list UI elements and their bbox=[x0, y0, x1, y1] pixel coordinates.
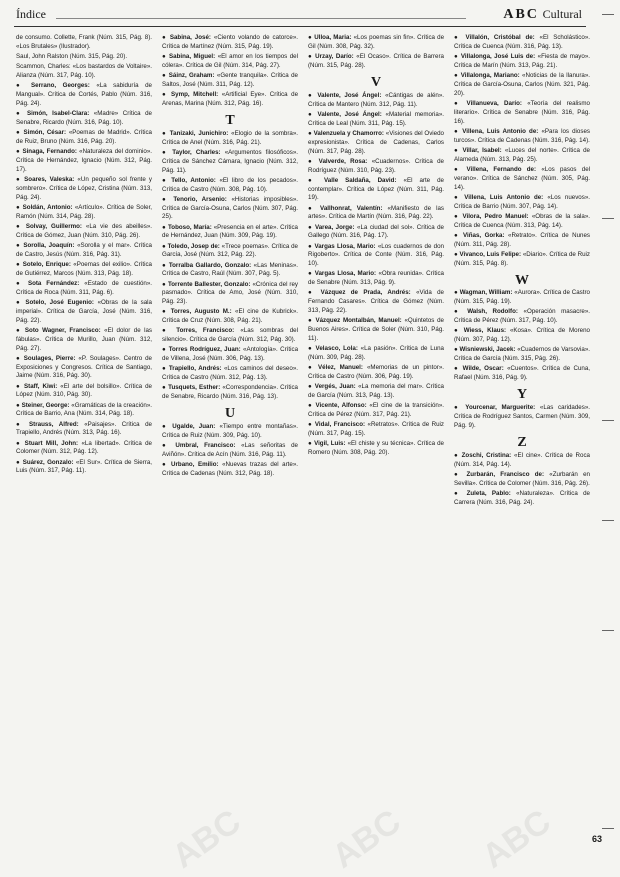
index-entry: ● Vázquez Montalbán, Manuel: «Quintetos de Buenos Aires». Crítica de Soler (Núm. 310, Pág. 11). bbox=[308, 317, 444, 343]
index-entry: ● Simón, César: «Poemas de Madrid». Crítica de Ruiz, Bruno (Núm. 316, Pág. 20). bbox=[16, 129, 152, 145]
index-entry: ● Simón, Isabel-Clara: «Madre» Crítica de Senabre, Ricardo (Núm. 316, Pág. 10). bbox=[16, 110, 152, 126]
index-entry: ● Tello, Antonio: «El libro de los pecados». Crítica de Castro (Núm. 308, Pág. 10). bbox=[162, 176, 298, 193]
index-entry: ● Symp, Mitchell: «Artificial Eye». Crítica de Arenas, Marina (Núm. 312, Pág. 16). bbox=[162, 91, 298, 107]
index-entry: ● Vilora, Pedro Manuel: «Obras de la sala». Crítica de Cuenca (Núm. 313, Pág. 14). bbox=[454, 212, 590, 229]
letter-heading: Y bbox=[516, 387, 528, 403]
index-entry: ● Torres, Augusto M.: «El cine de Kubrick». Crítica de Cruz (Núm. 308, Pág. 21). bbox=[162, 308, 298, 325]
index-entry: ● Vigil, Luis: «El chiste y su técnica». Crítica de Romero (Núm. 308, Pág. 20). bbox=[308, 440, 444, 457]
index-entry: ● Wiess, Klaus: «Kosa». Crítica de Moreno (Núm. 307, Pág. 12). bbox=[454, 327, 590, 344]
index-entry: Scammon, Charles: «Los bastardos de Voltaire». Alianza (Núm. 317, Pág. 10). bbox=[16, 63, 152, 79]
index-column-3 bbox=[308, 34, 444, 839]
index-entry: ● Sota Fernández: «Estado de cuestión». Crítica de Roca (Núm. 311, Pág. 6). bbox=[16, 279, 152, 296]
index-entry: ● Soto Wagner, Francisco: «El dolor de las fábulas». Crítica de Murillo, Juan (Núm. 312, Pág. 27). bbox=[16, 326, 152, 352]
index-entry: ● Ugalde, Juan: «Tiempo entre montañas». Crítica de Ruiz (Núm. 309, Pág. 10). bbox=[162, 423, 298, 440]
index-entry: ● Villena, Luis Antonio de: «Los nuevos». Crítica de Barrio (Núm. 307, Pág. 14). bbox=[454, 193, 590, 210]
page-header bbox=[14, 6, 586, 27]
index-entry: ● Umbral, Francisco: «Las señoritas de Aviñón». Crítica de Acín (Núm. 316, Pág. 11). bbox=[162, 442, 298, 459]
index-entry: ● Tanizaki, Junichiro: «Elogio de la sombra». Crítica de Anel (Núm. 316, Pág. 21). bbox=[162, 129, 298, 146]
index-entry: ● Vargas Llosa, Mario: «Obra reunida». Crítica de Senabre (Núm. 313, Pág. 9). bbox=[308, 270, 444, 287]
index-entry: ● Solvay, Guillermo: «La vie des abeilles». Crítica de Gómez, Juan (Núm. 310, Pág. 26). bbox=[16, 222, 152, 239]
index-entry: ● Varea, Jorge: «La ciudad del sol». Crítica de Gallego (Núm. 316, Pág. 17). bbox=[308, 223, 444, 240]
index-entry: ● Villena, Luis Antonio de: «Para los dioses turcos». Crítica de Cadenas (Núm. 316, Pág. 14). bbox=[454, 127, 590, 144]
index-entry: ● Strauss, Alfred: «Paisajes». Crítica de Trapiello, Andrés (Núm. 313, Pág. 16). bbox=[16, 420, 152, 437]
watermark-3: ABC bbox=[475, 802, 558, 876]
index-entry: ● Velasco, Lola: «La pasión». Crítica de Luna (Núm. 309, Pág. 28). bbox=[308, 345, 444, 362]
letter-heading: Z bbox=[517, 434, 527, 450]
brand-logo bbox=[503, 6, 582, 23]
index-entry: ● Sotelo, Enrique: «Poemas del exilio». Crítica de Gutiérrez, Marcos (Núm. 313, Pág. 18). bbox=[16, 260, 152, 277]
letter-heading: T bbox=[225, 112, 235, 128]
index-entry: ● Serrano, Georges: «La sabiduría de Mangual». Crítica de Cortés, Pablo (Núm. 316, Pág. 24). bbox=[16, 82, 152, 107]
index-entry: ● Sotelo, José Eugenio: «Obras de la sala imperial». Crítica de García, José (Núm. 316, Pág. 22). bbox=[16, 298, 152, 324]
index-entry: ● Valenzuela y Chamorro: «Visiones del Oviedo expresionista». Crítica de Cadenas, Carlos (Núm. 317, Pág. 28). bbox=[308, 129, 444, 155]
index-entry: de consumo. Collette, Frank (Núm. 315, Pág. 8). «Los Brutales» (Ilustrador). bbox=[16, 34, 152, 50]
index-entry: ● Wisniewski, Jacek: «Cuadernos de Varsovia». Crítica de García (Núm. 315, Pág. 26). bbox=[454, 346, 590, 363]
index-entry: ● Trapiello, Andrés: «Los caminos del deseo». Crítica de Castro (Núm. 312, Pág. 13). bbox=[162, 365, 298, 382]
index-entry: ● Valente, José Ángel: «Material memoria». Crítica de Leal (Núm. 311, Pág. 15). bbox=[308, 110, 444, 127]
index-entry: ● Villar, Isabel: «Luces del norte». Crítica de Alameda (Núm. 313, Pág. 25). bbox=[454, 146, 590, 163]
index-entry: ● Soares, Valeska: «Un pequeño sol frente y sombrero». Crítica de López, Cristina (Núm. 313, Pág. 24). bbox=[16, 175, 152, 201]
index-entry: ● Staff, Kiwi: «El arte del bolsillo». Crítica de López (Núm. 310, Pág. 30). bbox=[16, 382, 152, 399]
index-entry: ● Torralba Gallardo, Gonzalo: «Las Meninas». Crítica de Castro, Raúl (Núm. 307, Pág. 5). bbox=[162, 261, 298, 278]
index-entry: ● Urzay, Darío: «El Ocaso». Crítica de Barrera (Núm. 315, Pág. 28). bbox=[308, 53, 444, 69]
index-entry: ● Vélez, Manuel: «Memorias de un pintor». Crítica de Castro (Núm. 306, Pág. 19). bbox=[308, 364, 444, 381]
index-entry: ● Taylor, Charles: «Argumentos filosóficos». Crítica de Sánchez Cámara, Ignacio (Núm. 312, Pág. 11). bbox=[162, 148, 298, 174]
index-entry: ● Vidal, Francisco: «Retratos». Crítica de Ruiz (Núm. 317, Pág. 15). bbox=[308, 421, 444, 438]
index-entry: ● Torrente Ballester, Gonzalo: «Crónica del rey pasmado». Crítica de Amo, José (Núm. 310, Pág. 23). bbox=[162, 280, 298, 306]
index-entry: Saul, John Ralston (Núm. 315, Pág. 20). bbox=[16, 53, 128, 60]
index-entry: ● Valle Saldaña, David: «El arte de contemplar». Crítica de López (Núm. 311, Pág. 19). bbox=[308, 176, 444, 202]
index-entry: ● Valente, José Ángel: «Cántigas de alén». Crítica de Mantero (Núm. 312, Pág. 11). bbox=[308, 91, 444, 108]
index-entry: ● Ulloa, Maria: «Los poemas sin fin». Crítica de Gil (Núm. 308, Pág. 32). bbox=[308, 34, 444, 50]
index-entry: ● Villena, Fernando de: «Los pasos del verano». Crítica de Sánchez (Núm. 305, Pág. 14). bbox=[454, 165, 590, 191]
index-entry: ● Zoschi, Cristina: «El cine». Crítica de Roca (Núm. 314, Pág. 14). bbox=[454, 451, 590, 468]
header-rule bbox=[56, 18, 466, 19]
index-entry: ● Viñas, Gorka: «Retrato». Crítica de Nunes (Núm. 311, Pág. 28). bbox=[454, 231, 590, 248]
index-entry: ● Toledo, Josep de: «Trece poemas». Crítica de García, José (Núm. 312, Pág. 22). bbox=[162, 242, 298, 259]
index-entry: ● Zuleta, Pablo: «Naturaleza». Crítica de Carrera (Núm. 316, Pág. 24). bbox=[454, 489, 590, 506]
watermark-1: ABC bbox=[165, 802, 248, 876]
index-entry: ● Vivanco, Luis Felipe: «Diario». Crítica de Ruiz (Núm. 315, Pág. 8). bbox=[454, 250, 590, 267]
index-column-2 bbox=[162, 34, 298, 839]
index-entry: ● Villalonga, José Luis de: «Fiesta de mayo». Crítica de Marín (Núm. 313, Pág. 21). bbox=[454, 53, 590, 69]
index-entry: ● Soulages, Pierre: «P. Soulages». Centro de Exposiciones y Congresos. Crítica de Santiago, Jaime (Núm. 316, Pág. 30). bbox=[16, 354, 152, 380]
index-entry: ● Valverde, Rosa: «Cuadernos». Crítica de Rodríguez (Núm. 310, Pág. 23). bbox=[308, 157, 444, 174]
index-entry: ● Sabina, Miguel: «El amor en los tiempos del cólera». Crítica de Gil (Núm. 314, Pág. 27). bbox=[162, 53, 298, 69]
index-entry: ● Sabina, José: «Ciento volando de catorce». Crítica de Martínez (Núm. 315, Pág. 19). bbox=[162, 34, 298, 50]
index-entry: ● Vallhonrat, Valentín: «Manifiesto de las artes». Crítica de Martín (Núm. 316, Pág. 22). bbox=[308, 204, 444, 221]
index-entry: ● Vázquez de Prada, Andrés: «Vida de Fernando Casares». Crítica de Gómez (Núm. 313, Pág. 22). bbox=[308, 289, 444, 315]
index-entry: ● Walsh, Rodolfo: «Operación masacre». Crítica de Pérez (Núm. 317, Pág. 10). bbox=[454, 308, 590, 325]
index-column-1 bbox=[16, 34, 152, 839]
index-entry: ● Sáinz, Graham: «Gente tranquila». Crítica de Saltos, José (Núm. 311, Pág. 12). bbox=[162, 72, 298, 88]
section-title: Índice bbox=[16, 7, 46, 21]
index-entry: ● Tenorio, Arsenio: «Historias imposibles». Crítica de García-Osuna, Carlos (Núm. 307, Pág. 25). bbox=[162, 195, 298, 221]
index-entry: ● Zurbarán, Francisco de: «Zurbarán en Sevilla». Crítica de Colomer (Núm. 316, Pág. 26). bbox=[454, 470, 590, 487]
index-column-4 bbox=[454, 34, 590, 839]
index-entry: ● Torres, Francisco: «Las sombras del silencio». Crítica de García (Núm. 312, Pág. 30). bbox=[162, 327, 298, 344]
index-entry: ● Torres Rodríguez, Juan: «Antología». Crítica de Villena, José (Núm. 306, Pág. 13). bbox=[162, 346, 298, 363]
index-entry: ● Villanueva, Darío: «Teoría del realismo literario». Crítica de Senabre (Núm. 316, Pág. 16). bbox=[454, 99, 590, 125]
index-entry: ● Yourcenar, Marguerite: «Las caridades». Crítica de Rodríguez Santos, Carmen (Núm. 309, Pág. 9). bbox=[454, 404, 590, 429]
index-entry: ● Toboso, María: «Presencia en el arte». Crítica de Hernández, Juan (Núm. 309, Pág. 19). bbox=[162, 223, 298, 240]
index-entry: ● Villalonga, Mariano: «Noticias de la llanura». Crítica de García-Osuna, Carlos (Núm. 321, Pág. 20). bbox=[454, 72, 590, 97]
index-entry: ● Urbano, Emilio: «Nuevas trazas del arte». Crítica de Cadenas (Núm. 312, Pág. 18). bbox=[162, 461, 298, 478]
letter-heading: U bbox=[224, 406, 236, 422]
index-entry: ● Soldán, Antonio: «Artículo». Crítica de Soler, Ramón (Núm. 314, Pág. 28). bbox=[16, 203, 152, 220]
index-entry: ● Vergés, Juan: «La memoria del mar». Crítica de García (Núm. 313, Pág. 13). bbox=[308, 383, 444, 400]
margin-marks bbox=[598, 0, 618, 854]
index-entry: ● Stuart Mill, John: «La libertad». Crítica de Colomer (Núm. 312, Pág. 12). bbox=[16, 439, 152, 456]
index-entry: ● Vicente, Alfonso: «El cine de la transición». Crítica de Pérez (Núm. 317, Pág. 21). bbox=[308, 402, 444, 419]
page-number: 63 bbox=[591, 834, 602, 844]
index-entry: ● Steiner, George: «Gramáticas de la creación». Crítica de Barrio, Ana (Núm. 314, Pág. 18). bbox=[16, 401, 152, 418]
brand-abc: ABC bbox=[503, 7, 539, 22]
index-entry: ● Wilde, Oscar: «Cuentos». Crítica de Cuna, Rafael (Núm. 316, Pág. 9). bbox=[454, 365, 590, 382]
index-entry: ● Tusquets, Esther: «Correspondencia». Crítica de Senabre, Ricardo (Núm. 316, Pág. 13). bbox=[162, 384, 298, 401]
brand-sub: Cultural bbox=[542, 7, 582, 21]
watermark-2: ABC bbox=[325, 802, 408, 876]
letter-heading: V bbox=[370, 74, 382, 90]
letter-heading: W bbox=[515, 272, 529, 288]
index-entry: ● Villalón, Cristóbal de: «El Scholástico». Crítica de Cuenca (Núm. 316, Pág. 13). bbox=[454, 34, 590, 50]
index-entry: ● Sinaga, Fernando: «Naturaleza del dominio». Crítica de Hernández, Ignacio (Núm. 312, Pág. 17). bbox=[16, 148, 152, 173]
index-entry: ● Vargas Llosa, Mario: «Los cuadernos de don Rigoberto». Crítica de Conte (Núm. 316, Pág. 10). bbox=[308, 242, 444, 268]
index-entry: ● Wagman, William: «Aurora». Crítica de Castro (Núm. 315, Pág. 19). bbox=[454, 289, 590, 306]
index-entry: ● Sorolla, Joaquín: «Sorolla y el mar». Crítica de Castro, Jesús (Núm. 316, Pág. 31). bbox=[16, 241, 152, 258]
index-entry: ● Suárez, Gonzalo: «El Sur». Crítica de Sierra, Luis (Núm. 317, Pág. 11). bbox=[16, 458, 152, 475]
